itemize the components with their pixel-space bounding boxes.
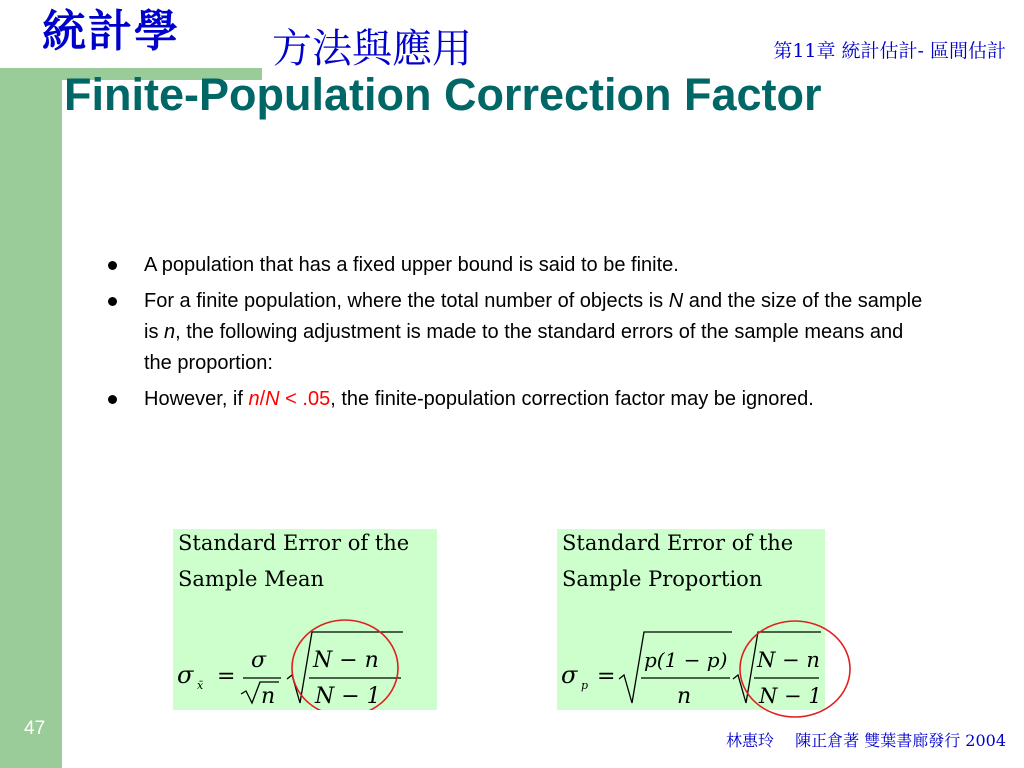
slide-title: Finite-Population Correction Factor bbox=[64, 69, 822, 120]
bullet-item bbox=[104, 250, 934, 281]
formula-caption-line1: Standard Error of the bbox=[178, 531, 410, 555]
equals-sign: = bbox=[217, 664, 236, 689]
variable-N: N bbox=[668, 290, 684, 312]
formula-mean-equation bbox=[173, 529, 437, 710]
bullet-text: , the finite-population correction factor may be ignored. bbox=[330, 388, 814, 410]
formula-caption-line1: Standard Error of the bbox=[562, 531, 794, 555]
bullet-text: For a finite population, where the total number of objects is bbox=[144, 290, 669, 312]
fpc-numerator: N − n bbox=[757, 648, 820, 672]
fraction-denominator: n bbox=[261, 684, 276, 709]
variable-N: N bbox=[265, 388, 280, 410]
bullet-item bbox=[104, 384, 934, 415]
bullet-text: and the size of the sample is bbox=[144, 290, 923, 343]
subscript-xbar: x̄ bbox=[197, 679, 204, 692]
bullet-dot-icon bbox=[108, 395, 117, 404]
page-number: 47 bbox=[24, 718, 46, 739]
book-subtitle: 方法與應用 bbox=[272, 26, 472, 72]
bullet-dot-icon bbox=[108, 297, 117, 306]
variable-n: n bbox=[164, 321, 176, 343]
bullet-text: A population that has a fixed upper bound is said to be finite. bbox=[144, 254, 679, 276]
fpc-numerator: N − n bbox=[313, 648, 379, 673]
formula-box-mean bbox=[173, 529, 437, 710]
fraction-numerator: σ bbox=[251, 648, 267, 673]
book-logo: 統計學 bbox=[42, 6, 180, 57]
bullet-text: , the following adjustment is made to the standard errors of the sample means and the proportion: bbox=[144, 321, 904, 374]
footer-credits: 林惠玲 陳正倉著 雙葉書廊發行 2004 bbox=[726, 731, 1006, 750]
highlight-circle-overlay bbox=[720, 610, 860, 730]
fpc-denominator: N − 1 bbox=[315, 684, 381, 709]
sigma-symbol: σ bbox=[561, 661, 578, 689]
highlight-circle bbox=[740, 621, 850, 717]
equals-sign: = bbox=[597, 664, 616, 689]
subscript-p: p bbox=[581, 679, 589, 692]
side-accent-bar bbox=[0, 68, 62, 768]
fpc-denominator: N − 1 bbox=[759, 684, 822, 708]
bullet-item bbox=[104, 286, 934, 379]
formula-caption-line2: Sample Mean bbox=[178, 567, 325, 591]
fraction-denominator: n bbox=[677, 684, 692, 709]
formula-caption-line2: Sample Proportion bbox=[562, 567, 763, 591]
bullet-dot-icon bbox=[108, 261, 117, 270]
sigma-symbol: σ bbox=[177, 661, 194, 689]
bullet-list bbox=[104, 250, 934, 420]
fraction-numerator: p(1 − p) bbox=[644, 648, 728, 672]
variable-n: n bbox=[248, 388, 260, 410]
slash: / bbox=[259, 388, 266, 410]
threshold-condition: < .05 bbox=[279, 388, 331, 410]
bullet-text: However, if bbox=[144, 388, 249, 410]
chapter-heading: 第11章 統計估計- 區間估計 bbox=[773, 40, 1006, 62]
